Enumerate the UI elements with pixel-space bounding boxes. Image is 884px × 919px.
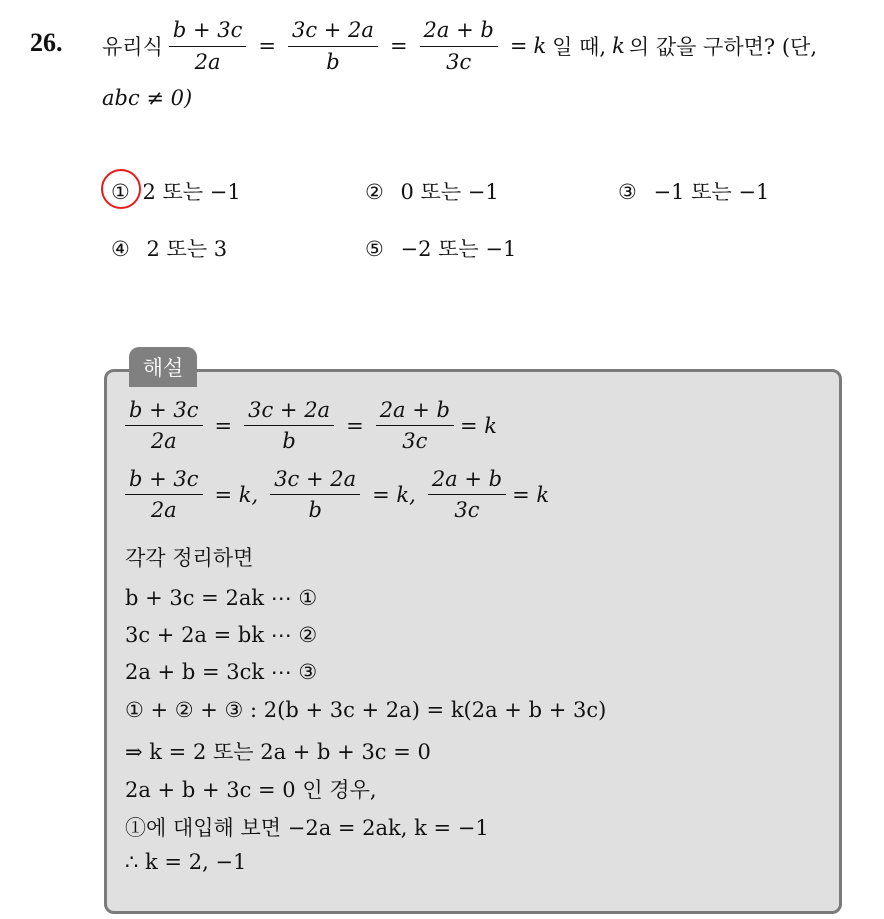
question-intro: 유리식 [102,35,163,59]
equals-sign: = [346,413,364,438]
variable-k: k [612,34,625,58]
fraction-denominator: 3c [446,49,472,74]
choice-text: −2 또는 −1 [400,237,517,261]
solution-line-5: ① + ② + ③ : 2(b + 3c + 2a) = k(2a + b + 3c) [125,698,607,722]
question-fraction-1 [169,18,247,73]
fraction-denominator: 2a [194,49,221,74]
choice-4[interactable] [111,233,227,263]
equals-sign: = [258,34,276,58]
question-condition: abc ≠ 0) [102,86,193,110]
equals-sign: = [509,34,528,58]
solution-line-6: ⇒ k = 2 또는 2a + b + 3c = 0 [125,740,431,764]
solution-fraction: $\frac{b + 3c}{2a}$ [125,467,203,522]
solution-line-2: b + 3c = 2ak ⋯ ① [125,586,318,610]
choice-3[interactable] [618,176,769,206]
choice-5[interactable] [365,233,516,263]
question-text: 의 값을 구하면? (단, [628,35,817,59]
fraction-numerator: b + 3c [169,18,247,46]
solution-line-3: 3c + 2a = bk ⋯ ② [125,623,318,647]
choice-text: 2 또는 −1 [142,180,241,204]
solution-row-2 [125,467,549,522]
equation-end: = k [459,413,497,438]
solution-row-1 [125,398,497,453]
equation-end: = k [512,482,550,507]
choice-1[interactable] [111,176,241,206]
equals-sign: = [389,34,408,58]
choice-label: ② [365,180,384,204]
solution-fraction: $\frac{2a + b}{3c}$ [428,467,506,522]
question-fraction-3 [420,18,498,73]
choice-2[interactable] [365,176,499,206]
solution-fraction: $\frac{2a + b}{3c}$ [376,398,454,453]
solution-line-7: 2a + b + 3c = 0 인 경우, [125,778,377,802]
choice-label: ⑤ [365,237,384,261]
solution-fraction: $\frac{b + 3c}{2a}$ [125,398,203,453]
solution-line-8: ①에 대입해 보면 −2a = 2ak, k = −1 [125,816,489,840]
variable-k: k [533,34,547,58]
solution-line-9: ∴ k = 2, −1 [125,850,247,874]
fraction-denominator: b [326,49,340,74]
solution-fraction: $\frac{3c + 2a}{b}$ [270,467,360,522]
solution-line-1: 각각 정리하면 [125,546,254,570]
solution-tab: 해설 [129,347,197,387]
question-number: 26. [30,28,63,57]
solution-fraction: $\frac{3c + 2a}{b}$ [244,398,334,453]
question-stem [102,14,817,78]
choice-label: ④ [111,237,130,261]
fraction-numerator: 2a + b [420,18,498,46]
choice-text: 0 또는 −1 [400,180,499,204]
choice-text: 2 또는 3 [146,237,228,261]
equation-part: = k, [372,482,416,507]
fraction-numerator: 3c + 2a [288,18,378,46]
equals-sign: = [214,413,233,438]
solution-line-4: 2a + b = 3ck ⋯ ③ [125,660,318,684]
choice-text: −1 또는 −1 [653,180,770,204]
question-fraction-2 [288,18,378,73]
choice-label: ③ [618,180,637,204]
equation-part: = k, [214,482,259,507]
question-text: 일 때, [552,35,607,59]
choice-label: ① [111,180,130,204]
